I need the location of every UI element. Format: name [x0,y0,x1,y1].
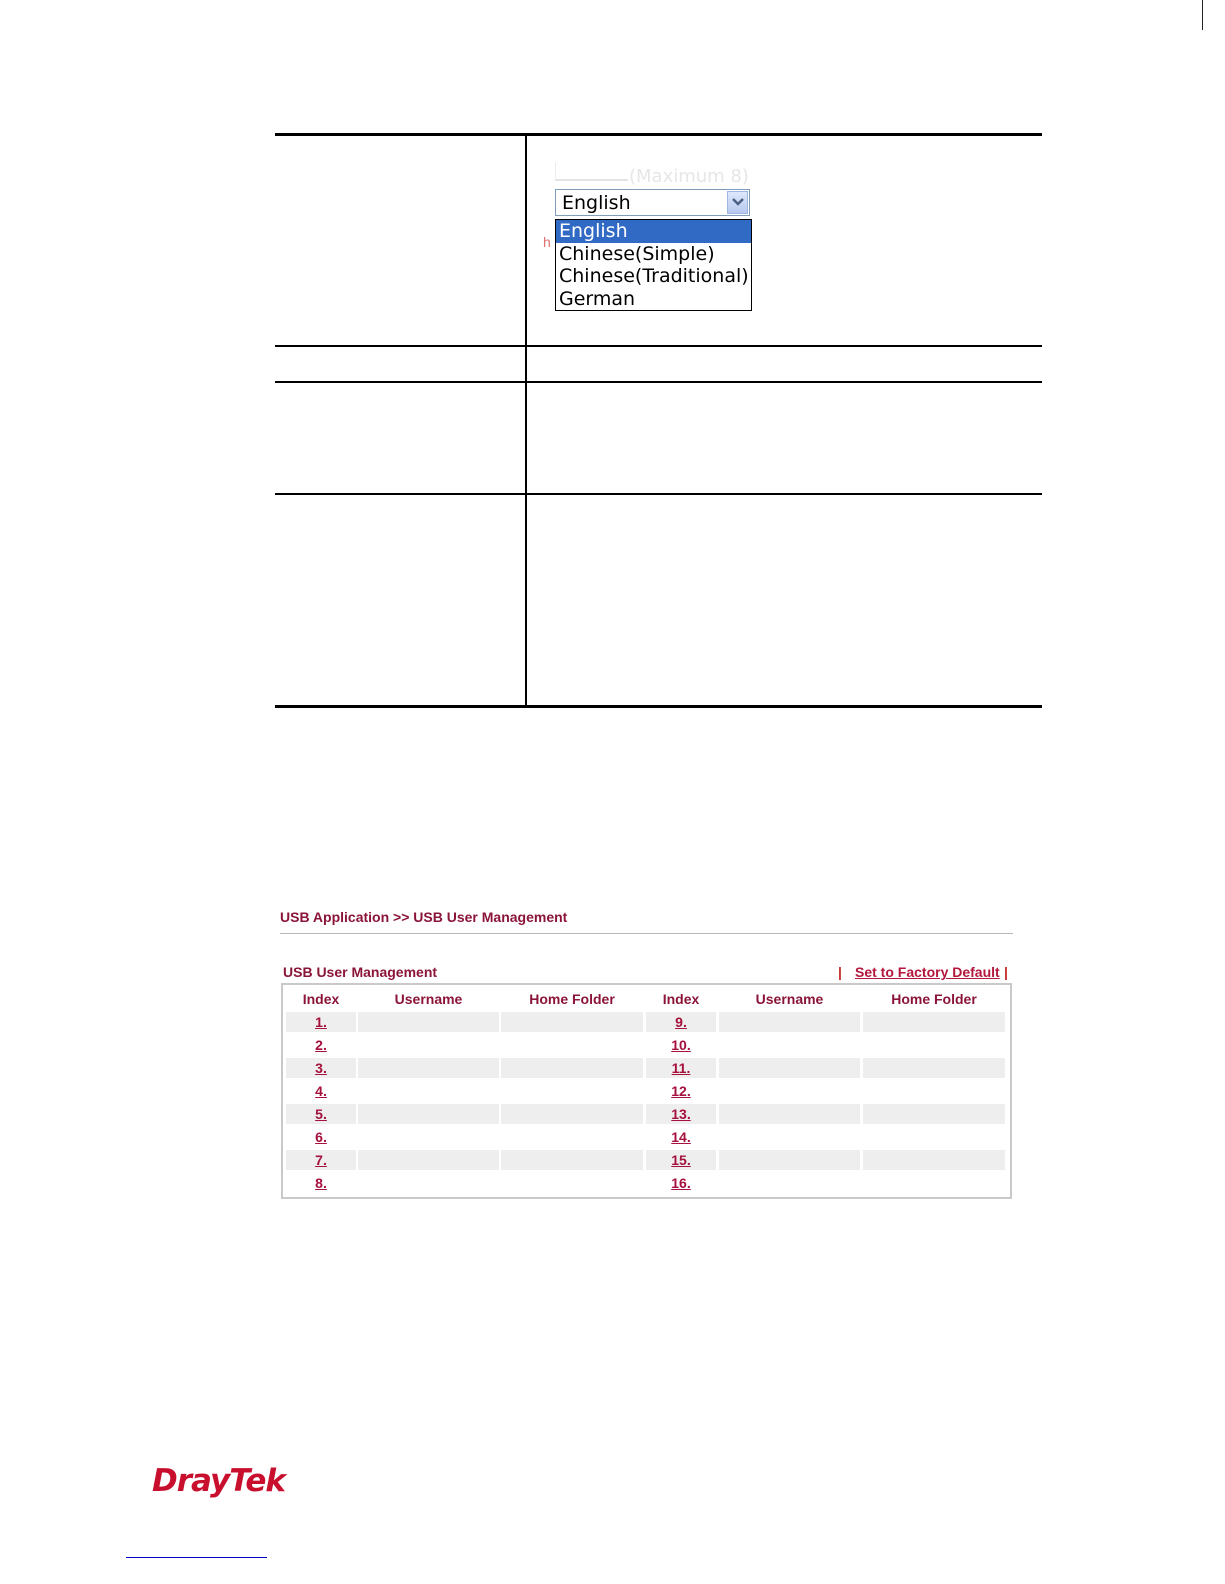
user-index-link[interactable]: 13. [671,1106,691,1122]
doc-row [275,495,1042,708]
user-index-link[interactable]: 7. [315,1152,327,1168]
doc-table [275,133,1042,708]
divider [280,933,1013,934]
logo-text-tek: Tek [229,1463,285,1499]
table-home-folder-cell [863,1104,1005,1124]
column-header-home-folder: Home Folder [891,991,977,1007]
table-username-cell [719,1150,860,1170]
column-header-index: Index [302,991,340,1007]
table-home-folder-cell [863,1150,1005,1170]
breadcrumb: USB Application >> USB User Management [280,909,568,925]
language-select-value: English [562,192,631,214]
user-index-link[interactable]: 11. [671,1060,691,1076]
language-option[interactable]: Chinese(Simple) [559,242,715,265]
user-index-link[interactable]: 6. [315,1129,327,1145]
table-username-cell [358,1081,499,1101]
column-header-username: Username [755,991,824,1007]
page-edge-mark [1202,0,1225,30]
table-username-cell [719,1104,860,1124]
column-header-index: Index [662,991,700,1007]
doc-row [275,347,1042,383]
user-index-link[interactable]: 8. [315,1175,327,1191]
doc-row-description-cell [527,495,1042,705]
table-username-cell [358,1012,499,1032]
doc-row-label-cell [275,347,527,381]
doc-row-description-cell [527,347,1042,381]
table-username-cell [719,1127,860,1147]
draytek-logo [152,1463,285,1499]
section-title: USB User Management [283,964,438,980]
language-option[interactable]: German [559,287,636,310]
user-index-link[interactable]: 3. [315,1060,327,1076]
faded-input-field [555,162,628,181]
table-username-cell [358,1104,499,1124]
user-index-link[interactable]: 15. [671,1152,691,1168]
doc-row [275,383,1042,495]
user-index-link[interactable]: 2. [315,1037,327,1053]
user-index-link[interactable]: 5. [315,1106,327,1122]
user-index-link[interactable]: 10. [671,1037,691,1053]
language-options-list [555,219,752,311]
table-home-folder-cell [501,1173,643,1193]
table-username-cell [719,1035,860,1055]
user-index-link[interactable]: 14. [671,1129,691,1145]
table-username-cell [358,1150,499,1170]
table-home-folder-cell [863,1081,1005,1101]
user-table [281,983,1012,1199]
doc-row-description-cell [527,383,1042,493]
faded-input-hint: (Maximum 8) [629,166,749,187]
table-home-folder-cell [863,1058,1005,1078]
user-index-link[interactable]: 4. [315,1083,327,1099]
table-username-cell [358,1035,499,1055]
table-home-folder-cell [863,1035,1005,1055]
user-index-link[interactable]: 12. [671,1083,691,1099]
table-home-folder-cell [863,1173,1005,1193]
doc-row-description-cell [527,136,1042,345]
table-username-cell [358,1127,499,1147]
table-home-folder-cell [863,1012,1005,1032]
table-username-cell [719,1173,860,1193]
chevron-down-icon[interactable] [727,191,748,214]
table-home-folder-cell [501,1081,643,1101]
table-home-folder-cell [501,1058,643,1078]
table-username-cell [358,1058,499,1078]
language-option[interactable]: Chinese(Traditional) [559,265,749,287]
logo-text-dray: Dray [152,1463,230,1499]
footer-link-line [126,1557,267,1558]
doc-row-label-cell [275,136,527,345]
table-home-folder-cell [501,1035,643,1055]
user-index-link[interactable]: 9. [675,1014,687,1030]
language-option[interactable]: English [556,220,751,243]
table-home-folder-cell [863,1127,1005,1147]
column-header-username: Username [394,991,463,1007]
doc-row [275,133,1042,347]
link-separator: | [838,964,842,980]
set-factory-default-link[interactable]: Set to Factory Default [855,964,1000,980]
user-index-link[interactable]: 1. [315,1014,327,1030]
table-home-folder-cell [501,1104,643,1124]
column-header-home-folder: Home Folder [529,991,615,1007]
language-select[interactable] [555,189,750,216]
faded-fragment: h [543,234,551,250]
table-home-folder-cell [501,1012,643,1032]
table-username-cell [719,1012,860,1032]
doc-row-label-cell [275,495,527,705]
doc-row-label-cell [275,383,527,493]
table-username-cell [358,1173,499,1193]
table-username-cell [719,1081,860,1101]
table-username-cell [719,1058,860,1078]
user-index-link[interactable]: 16. [671,1175,691,1191]
table-home-folder-cell [501,1150,643,1170]
link-separator: | [1004,964,1008,980]
table-home-folder-cell [501,1127,643,1147]
